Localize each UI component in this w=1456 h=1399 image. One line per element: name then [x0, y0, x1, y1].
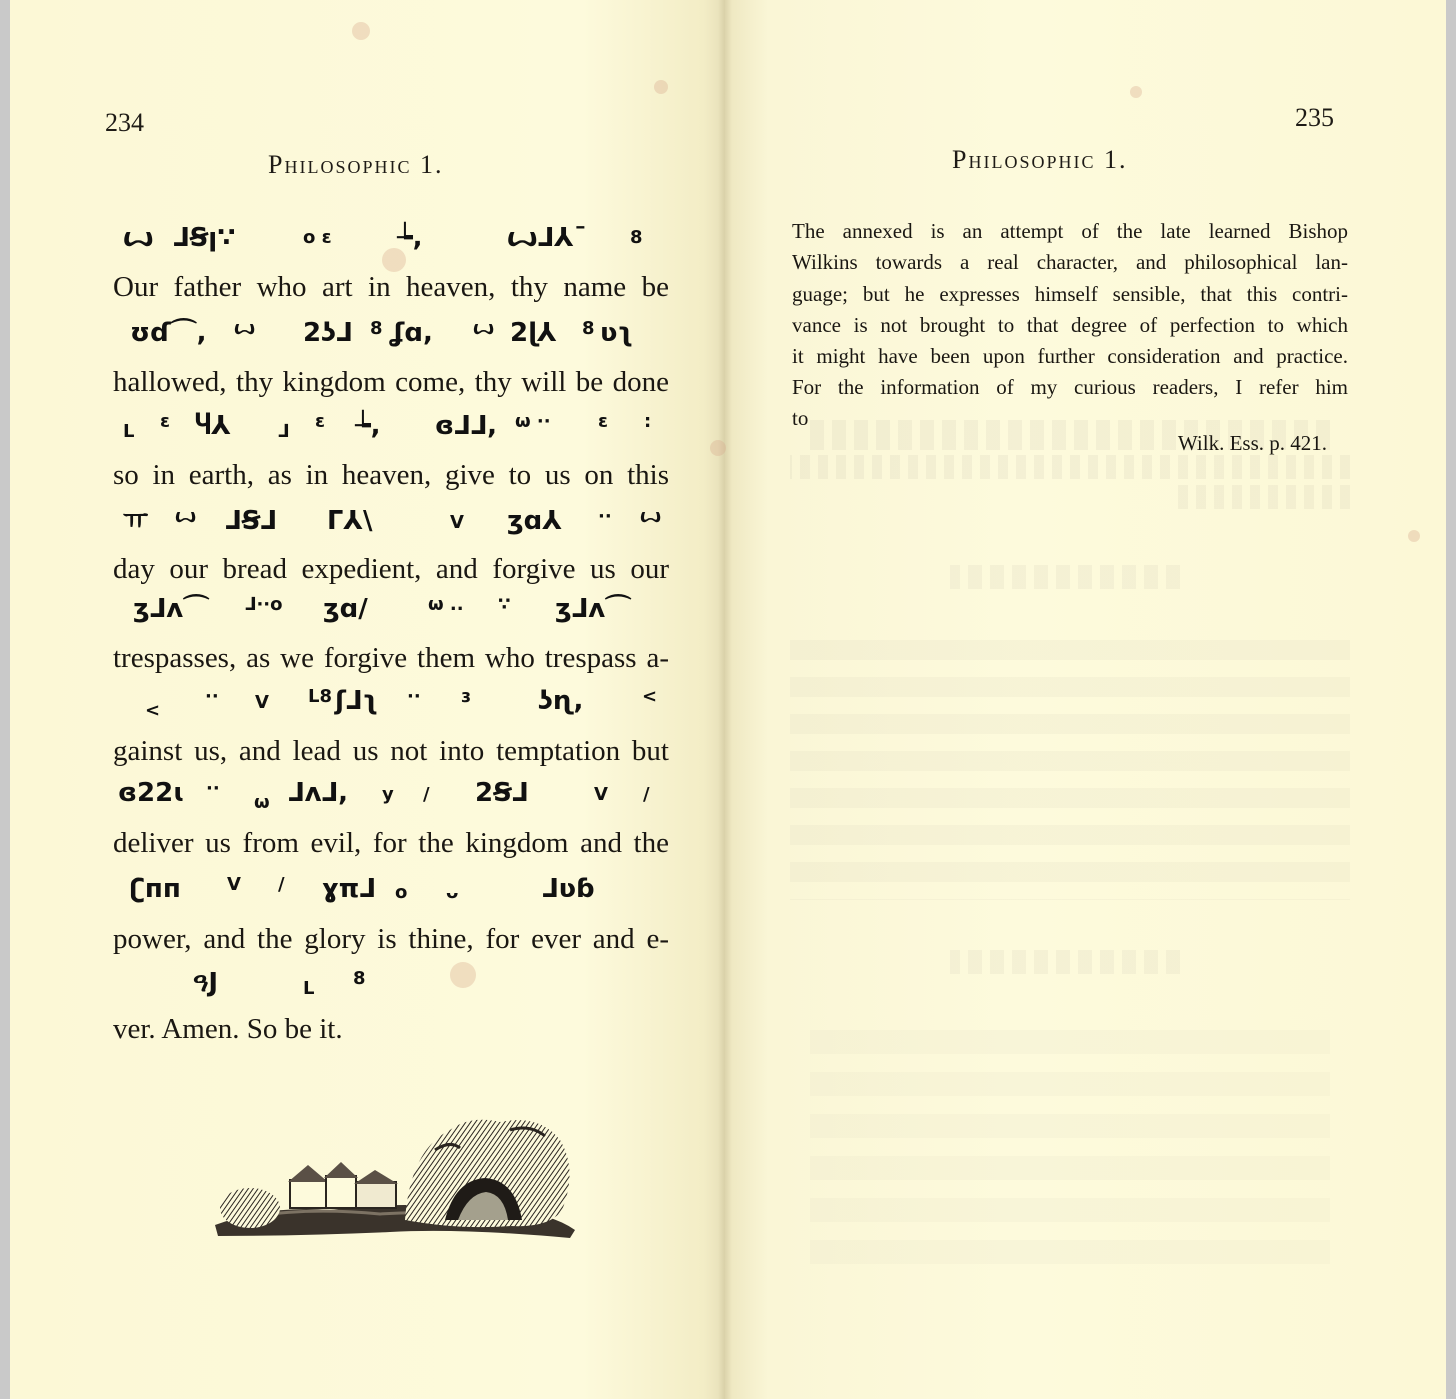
running-head-right: Philosophic 1.	[952, 145, 1128, 174]
text-line: trespasses, as we forgive them who trespass a-	[113, 642, 669, 674]
note-line: guage; but he expresses himself sensible, that this contri-	[792, 282, 1348, 306]
real-character-row: ዓJ L 8	[193, 968, 366, 999]
stain	[654, 80, 668, 94]
running-head-left: Philosophic 1.	[268, 150, 444, 179]
page-number-left: 234	[105, 108, 144, 137]
text-line: gainst us, and lead us not into temptation but	[113, 735, 669, 767]
text-line: hallowed, thy kingdom come, thy will be done	[113, 366, 669, 398]
real-character-row: ㅠ ꙍ ⅃Ꞩ⅃ ᒥ⅄\ V ʒɑ⅄ ·· ꙍ	[123, 506, 662, 536]
note-line: For the information of my curious readers, I refer him	[792, 375, 1348, 399]
note-line: Wilkins towards a real character, and philosophical lan-	[792, 250, 1348, 274]
text-line: deliver us from evil, for the kingdom and the	[113, 827, 669, 859]
note-line: The annexed is an attempt of the late learned Bishop	[792, 219, 1348, 243]
text-line: ver. Amen. So be it.	[113, 1013, 343, 1045]
note-line: to	[792, 406, 809, 430]
landscape-engraving-icon	[210, 1110, 580, 1245]
note-line: it might have been upon further consideration and practice.	[792, 344, 1348, 368]
stain	[1130, 86, 1142, 98]
stain	[352, 22, 370, 40]
page-number-right: 235	[1295, 103, 1334, 132]
real-character-row: L ε Ⴗ⅄ ⅃ ε ┶, ɞ⅃⅃, ω ·· ε :	[123, 411, 652, 442]
real-character-row: ʗпп V / ɣπ⅃ o ᴗ ⅃ʋɓ	[130, 874, 595, 904]
text-line: day our bread expedient, and forgive us our	[113, 553, 669, 585]
note-line: vance is not brought to that degree of perfection to which	[792, 313, 1348, 337]
reference-citation: Wilk. Ess. p. 421.	[1177, 431, 1327, 455]
text-line: power, and the glory is thine, for ever and e-	[113, 923, 669, 955]
real-character-row: ꙍ ⅃Ꞩꞁ∵ o ε ┶, ꙍ⅃⅄ˉ 8	[123, 223, 643, 253]
real-character-row: ɞ22ɩ ·· ω ⅃ʌ⅃, y / 2Ꞩ⅃ V /	[118, 778, 650, 813]
real-character-row: < ·· V L8 ʃ⅃ʅ ·· ɜ ʖɳ, <	[145, 686, 658, 721]
stain	[1408, 530, 1420, 542]
book-spread	[10, 0, 1446, 1399]
text-line: Our father who art in heaven, thy name be	[113, 271, 669, 303]
real-character-row: ʊɗ⌒, ꙍ 2ʖ⅃ 8 ʆɑ, ꙍ 2ɭ⅄ 8 ʋʅ	[130, 318, 634, 348]
real-character-row: ʒ⅃ʌ⌒ ⅃··o ʒɑ/ ω .. ∵ ʒ⅃ʌ⌒	[133, 594, 632, 624]
text-line: so in earth, as in heaven, give to us on this	[113, 459, 669, 491]
